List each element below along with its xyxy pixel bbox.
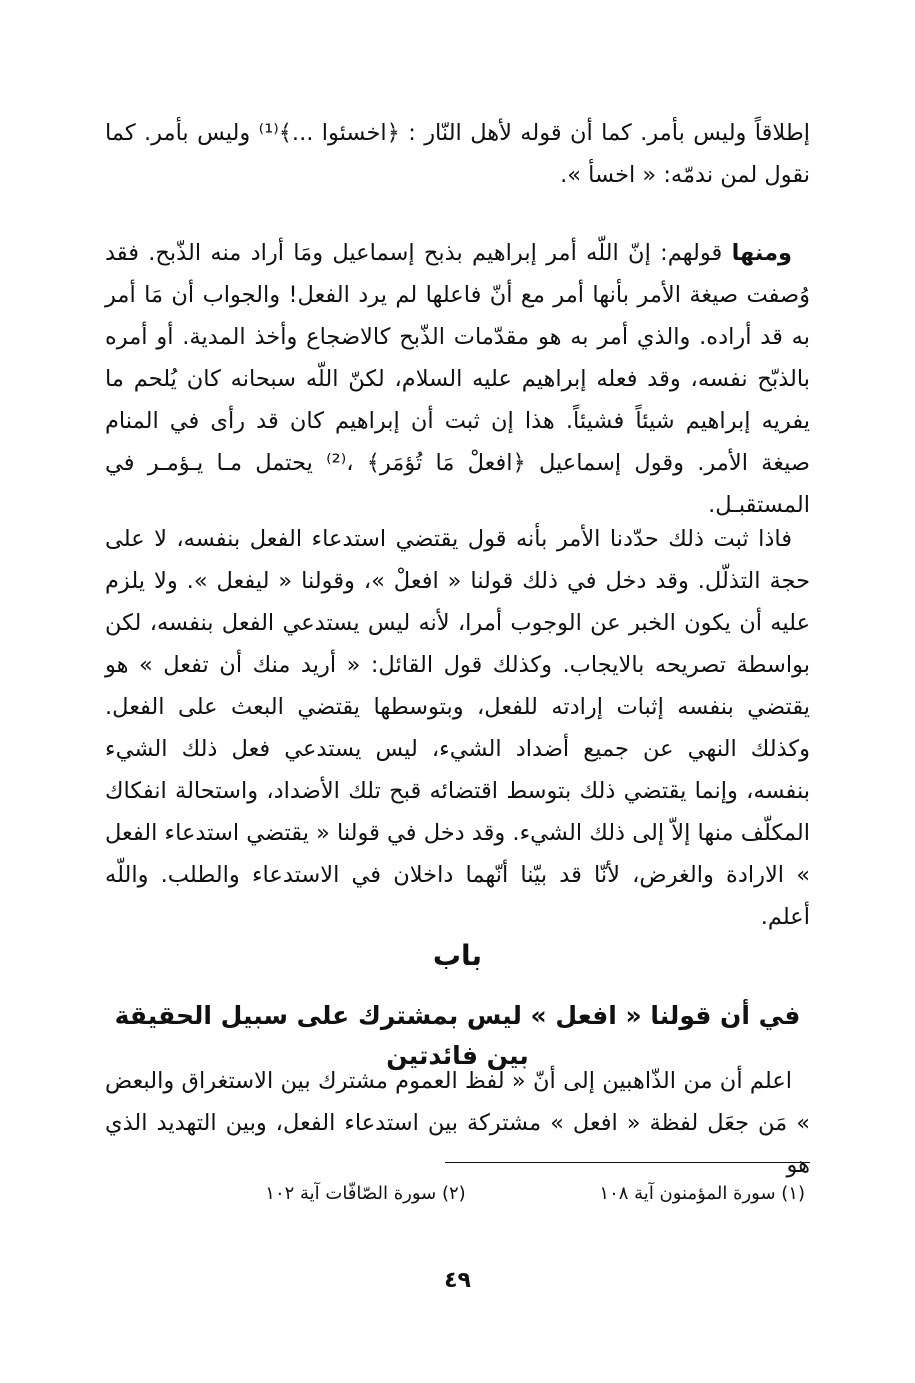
- paragraph-3: [105, 518, 810, 938]
- paragraph-1: [105, 112, 810, 196]
- footnote-1: (١) سورة المؤمنون آية ١٠٨: [599, 1183, 805, 1204]
- paragraph-4-body: [105, 1060, 810, 1186]
- paragraph-4: [105, 1060, 810, 1186]
- footnotes: [105, 1178, 805, 1210]
- paragraph-2-lead: ومنها: [731, 240, 792, 266]
- paragraph-1-text: إطلاقاً وليس بأمر. كما أن قوله لأهل النّار : ﴿اخسئوا ...﴾⁽¹⁾ وليس بأمر. كما نقول لمن ندمّه: « اخسأ ».: [105, 120, 810, 188]
- chapter-title: في أن قولنا « افعل » ليس بمشترك على سبيل الحقيقة بين فائدتين: [114, 1001, 801, 1070]
- footnote-divider: [445, 1162, 810, 1163]
- paragraph-2-body: [105, 232, 810, 526]
- paragraph-3-text: فاذا ثبت ذلك حدّدنا الأمر بأنه قول يقتضي استدعاء الفعل بنفسه، لا على حجة التذلّل. وقد دخل في ذلك قولنا « افعلْ »، وقولنا « ليفعل ». ولا يلزم عليه أن يكون الخبر عن الوجوب أمرا، لأنه ليس يستدعي الفعل بنفسه، لكن بواسطة تصريحه بالايجاب. وكذلك قول القائل: « أريد منك أن تفعل » هو يقتضي بنفسه إثبات إرادته للفعل، وبتوسطها يقتضي البعث على الفعل. وكذلك النهي عن جميع أضداد الشيء، ليس يستدعي فعل ذلك الشيء بنفسه، وإنما يقتضي ذلك بتوسط اقتضائه قبح تلك الأضداد، واستحالة انفكاك المكلّف منها إلاّ إلى ذلك الشيء. وقد دخل في قولنا « يقتضي استدعاء الفعل » الارادة والغرض، لأنّا قد بيّنا أنّهما داخلان في الاستدعاء والطلب. واللّه أعلم.: [105, 526, 810, 930]
- paragraph-2: [105, 232, 810, 526]
- chapter-heading: باب: [432, 939, 483, 972]
- paragraph-3-body: [105, 518, 810, 938]
- paragraph-2-text: قولهم: إنّ اللّه أمر إبراهيم بذبح إسماعيل ومَا أراد منه الذّبح. فقد وُصفت صيغة الأمر بأنها أمر مع أنّ فاعلها لم يرد الفعل! والجواب أن مَا أمر به قد أراده. والذي أمر به هو مقدّمات الذّبح كالاضجاع وأخذ المدية. أو أمره بالذبّح نفسه، وقد فعله إبراهيم عليه السلام، لكنّ اللّه سبحانه كان يُلحم ما يفريه إبراهيم شيئاً فشيئاً. هذا إن ثبت أن إبراهيم كان قد رأى في المنام صيغة الأمر. وقول إسماعيل ﴿افعلْ مَا تُؤمَر﴾ ،⁽²⁾ يحتمل مـا يـؤمـر في المستقبـل.: [105, 240, 810, 518]
- paragraph-4-text: اعلم أن من الذّاهبين إلى أنّ « لفظ العموم مشترك بين الاستغراق والبعض » مَن جعَل لفظة « افعل » مشتركة بين استدعاء الفعل، وبين التهديد الذي هو: [105, 1068, 810, 1178]
- page-number: ٤٩: [444, 1268, 471, 1293]
- footnote-2: (٢) سورة الصّافّات آية ١٠٢: [265, 1183, 466, 1204]
